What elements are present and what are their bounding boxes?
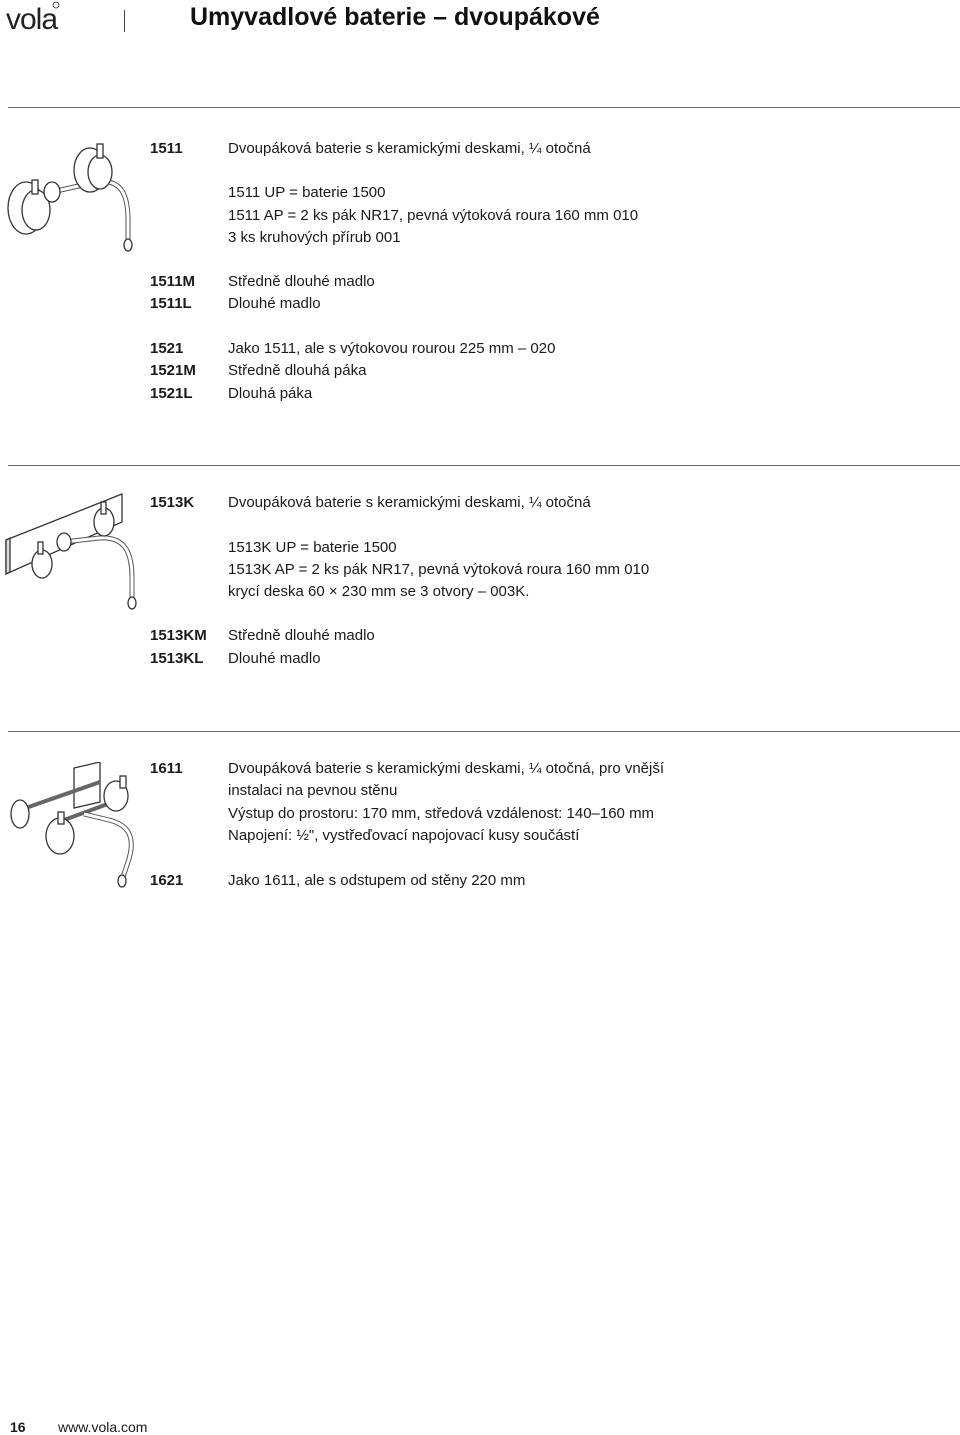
list-item: 1511M Středně dlouhé madlo xyxy=(150,273,375,290)
list-item: 1513K AP = 2 ks pák NR17, pevná výtoková roura 160 mm 010 xyxy=(228,561,650,578)
list-item: 1511 AP = 2 ks pák NR17, pevná výtoková roura 160 mm 010 xyxy=(228,207,639,224)
page-number: 16 xyxy=(10,1419,26,1435)
list-item: 1513K Dvoupáková baterie s keramickými deskami, ¼ otočná xyxy=(150,494,591,511)
section-divider xyxy=(8,465,960,466)
section-divider xyxy=(8,107,960,108)
page-title: Umyvadlové baterie – dvoupákové xyxy=(190,3,600,31)
list-item: 1521L Dlouhá páka xyxy=(150,385,313,402)
list-item: 1513KM Středně dlouhé madlo xyxy=(150,627,375,644)
faucet-1611-illustration xyxy=(4,762,144,897)
list-item: 1621 Jako 1611, ale s odstupem od stěny 220 mm xyxy=(150,872,526,889)
page-footer xyxy=(10,1419,147,1435)
list-item: Výstup do prostoru: 170 mm, středová vzdálenost: 140–160 mm xyxy=(228,805,655,822)
list-item: 1611 Dvoupáková baterie s keramickými deskami, ¼ otočná, pro vnější xyxy=(150,760,665,777)
section-divider xyxy=(8,731,960,732)
list-item: 1513KL Dlouhé madlo xyxy=(150,650,321,667)
list-item: 1511 Dvoupáková baterie s keramickými deskami, ¼ otočná xyxy=(150,140,591,157)
list-item: 1511 UP = baterie 1500 xyxy=(228,184,386,201)
list-item: krycí deska 60 × 230 mm se 3 otvory – 003K. xyxy=(228,583,530,600)
vola-logo xyxy=(6,0,78,36)
list-item: instalaci na pevnou stěnu xyxy=(228,782,398,799)
list-item: 1513K UP = baterie 1500 xyxy=(228,539,397,556)
svg-text:vola: vola xyxy=(6,3,58,36)
header-divider xyxy=(124,10,125,32)
list-item: 1511L Dlouhé madlo xyxy=(150,295,321,312)
list-item: 1521M Středně dlouhá páka xyxy=(150,362,367,379)
list-item: Napojení: ½", vystřeďovací napojovací kusy součástí xyxy=(228,827,580,844)
faucet-1511-illustration xyxy=(4,140,144,265)
list-item: 1521 Jako 1511, ale s výtokovou rourou 225 mm – 020 xyxy=(150,340,556,357)
faucet-1513k-illustration xyxy=(4,492,144,622)
website-link[interactable]: www.vola.com xyxy=(58,1419,148,1435)
list-item: 3 ks kruhových přírub 001 xyxy=(228,229,401,246)
